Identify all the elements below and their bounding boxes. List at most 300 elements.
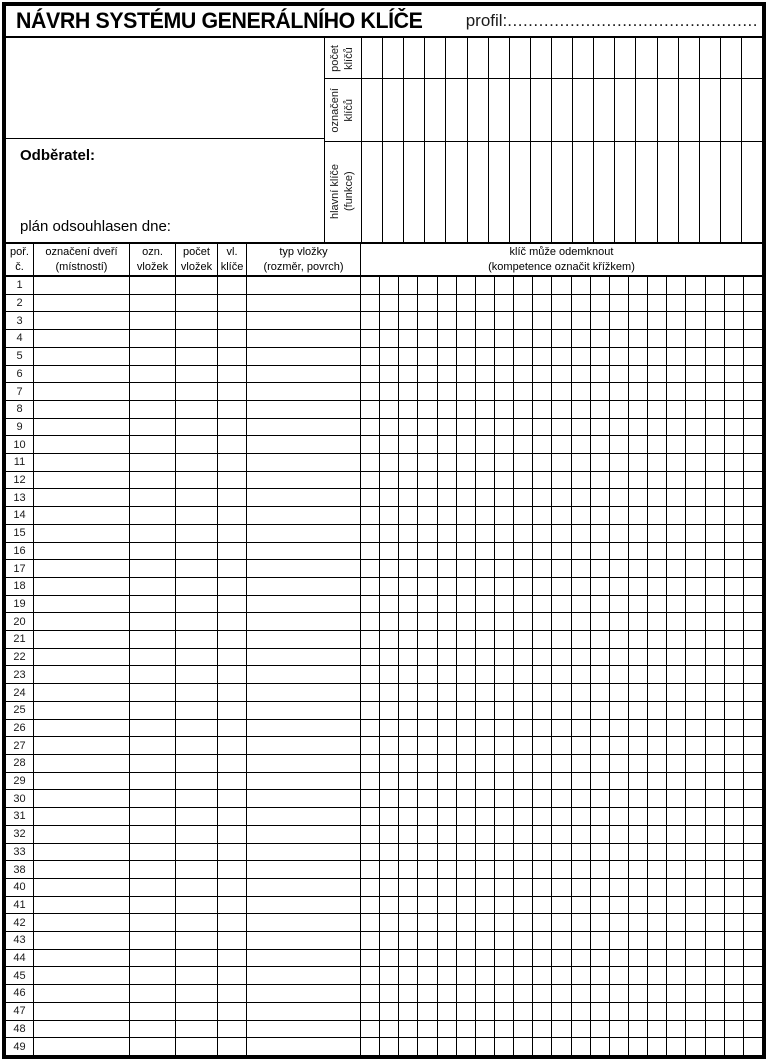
key-matrix-cell[interactable] xyxy=(706,790,725,807)
key-matrix-cell[interactable] xyxy=(514,401,533,418)
key-matrix-cell[interactable] xyxy=(495,720,514,737)
key-matrix-cell[interactable] xyxy=(648,1021,667,1038)
key-matrix-cell[interactable] xyxy=(552,720,571,737)
key-matrix-cell[interactable] xyxy=(418,295,437,312)
key-matrix-cell[interactable] xyxy=(591,649,610,666)
key-matrix-cell[interactable] xyxy=(495,560,514,577)
cylinder-keys-cell[interactable] xyxy=(218,932,247,949)
key-matrix-cell[interactable] xyxy=(686,578,705,595)
keys-designation-cell[interactable] xyxy=(678,79,699,141)
key-matrix-cell[interactable] xyxy=(629,578,648,595)
key-matrix-cell[interactable] xyxy=(744,967,762,984)
key-matrix-cell[interactable] xyxy=(533,401,552,418)
key-matrix-cell[interactable] xyxy=(476,419,495,436)
cylinder-keys-cell[interactable] xyxy=(218,844,247,861)
key-matrix-cell[interactable] xyxy=(495,666,514,683)
key-matrix-cell[interactable] xyxy=(572,596,591,613)
door-designation-cell[interactable] xyxy=(34,383,130,400)
key-matrix-cell[interactable] xyxy=(418,277,437,294)
cylinder-keys-cell[interactable] xyxy=(218,578,247,595)
key-matrix-cell[interactable] xyxy=(418,1038,437,1055)
key-matrix-cell[interactable] xyxy=(380,967,399,984)
cylinder-designation-cell[interactable] xyxy=(130,348,176,365)
key-matrix-cell[interactable] xyxy=(514,631,533,648)
key-matrix-cell[interactable] xyxy=(572,755,591,772)
key-matrix-cell[interactable] xyxy=(572,773,591,790)
key-matrix-cell[interactable] xyxy=(591,489,610,506)
key-matrix-cell[interactable] xyxy=(629,755,648,772)
key-matrix-cell[interactable] xyxy=(610,808,629,825)
key-matrix-cell[interactable] xyxy=(476,790,495,807)
key-matrix-cell[interactable] xyxy=(725,861,744,878)
key-matrix-cell[interactable] xyxy=(533,773,552,790)
key-matrix-cell[interactable] xyxy=(361,543,380,560)
key-matrix-cell[interactable] xyxy=(457,454,476,471)
key-matrix-cell[interactable] xyxy=(380,543,399,560)
key-matrix-cell[interactable] xyxy=(438,507,457,524)
key-matrix-cell[interactable] xyxy=(495,295,514,312)
key-matrix-cell[interactable] xyxy=(610,1021,629,1038)
key-matrix-cell[interactable] xyxy=(667,720,686,737)
key-matrix-cell[interactable] xyxy=(361,613,380,630)
cylinder-count-cell[interactable] xyxy=(176,436,218,453)
cylinder-designation-cell[interactable] xyxy=(130,666,176,683)
key-matrix-cell[interactable] xyxy=(744,649,762,666)
key-matrix-cell[interactable] xyxy=(706,507,725,524)
key-matrix-cell[interactable] xyxy=(706,295,725,312)
key-matrix-cell[interactable] xyxy=(686,790,705,807)
key-matrix-cell[interactable] xyxy=(686,419,705,436)
key-matrix-cell[interactable] xyxy=(380,348,399,365)
cylinder-keys-cell[interactable] xyxy=(218,277,247,294)
key-matrix-cell[interactable] xyxy=(476,1003,495,1020)
key-matrix-cell[interactable] xyxy=(610,666,629,683)
key-matrix-cell[interactable] xyxy=(476,348,495,365)
key-matrix-cell[interactable] xyxy=(610,826,629,843)
key-matrix-cell[interactable] xyxy=(667,507,686,524)
key-matrix-cell[interactable] xyxy=(552,649,571,666)
key-matrix-cell[interactable] xyxy=(591,790,610,807)
key-matrix-cell[interactable] xyxy=(457,950,476,967)
key-matrix-cell[interactable] xyxy=(610,720,629,737)
key-matrix-cell[interactable] xyxy=(744,295,762,312)
key-matrix-cell[interactable] xyxy=(686,543,705,560)
key-matrix-cell[interactable] xyxy=(552,596,571,613)
key-matrix-cell[interactable] xyxy=(438,932,457,949)
key-matrix-cell[interactable] xyxy=(629,790,648,807)
key-matrix-cell[interactable] xyxy=(457,702,476,719)
key-matrix-cell[interactable] xyxy=(533,755,552,772)
key-matrix-cell[interactable] xyxy=(667,419,686,436)
keys-count-cell[interactable] xyxy=(614,38,635,78)
cylinder-designation-cell[interactable] xyxy=(130,560,176,577)
cylinder-keys-cell[interactable] xyxy=(218,773,247,790)
key-matrix-cell[interactable] xyxy=(706,436,725,453)
cylinder-designation-cell[interactable] xyxy=(130,383,176,400)
key-matrix-cell[interactable] xyxy=(533,507,552,524)
cylinder-designation-cell[interactable] xyxy=(130,277,176,294)
cylinder-designation-cell[interactable] xyxy=(130,543,176,560)
key-matrix-cell[interactable] xyxy=(725,950,744,967)
key-matrix-cell[interactable] xyxy=(533,861,552,878)
cylinder-designation-cell[interactable] xyxy=(130,436,176,453)
key-matrix-cell[interactable] xyxy=(744,330,762,347)
cylinder-count-cell[interactable] xyxy=(176,1038,218,1055)
key-matrix-cell[interactable] xyxy=(495,649,514,666)
door-designation-cell[interactable] xyxy=(34,914,130,931)
cylinder-type-cell[interactable] xyxy=(247,790,361,807)
cylinder-keys-cell[interactable] xyxy=(218,702,247,719)
key-matrix-cell[interactable] xyxy=(457,560,476,577)
key-matrix-cell[interactable] xyxy=(686,631,705,648)
key-matrix-cell[interactable] xyxy=(610,684,629,701)
door-designation-cell[interactable] xyxy=(34,808,130,825)
cylinder-count-cell[interactable] xyxy=(176,720,218,737)
key-matrix-cell[interactable] xyxy=(591,914,610,931)
cylinder-keys-cell[interactable] xyxy=(218,613,247,630)
key-matrix-cell[interactable] xyxy=(667,932,686,949)
key-matrix-cell[interactable] xyxy=(667,844,686,861)
key-matrix-cell[interactable] xyxy=(495,773,514,790)
key-matrix-cell[interactable] xyxy=(706,737,725,754)
cylinder-designation-cell[interactable] xyxy=(130,790,176,807)
key-matrix-cell[interactable] xyxy=(380,702,399,719)
key-matrix-cell[interactable] xyxy=(361,967,380,984)
key-matrix-cell[interactable] xyxy=(629,489,648,506)
key-matrix-cell[interactable] xyxy=(495,366,514,383)
key-matrix-cell[interactable] xyxy=(629,312,648,329)
cylinder-type-cell[interactable] xyxy=(247,1003,361,1020)
keys-designation-cell[interactable] xyxy=(362,79,382,141)
keys-designation-cell[interactable] xyxy=(551,79,572,141)
key-matrix-cell[interactable] xyxy=(706,720,725,737)
key-matrix-cell[interactable] xyxy=(514,419,533,436)
key-matrix-cell[interactable] xyxy=(514,844,533,861)
key-matrix-cell[interactable] xyxy=(629,666,648,683)
key-matrix-cell[interactable] xyxy=(667,967,686,984)
cylinder-designation-cell[interactable] xyxy=(130,507,176,524)
key-matrix-cell[interactable] xyxy=(438,401,457,418)
key-matrix-cell[interactable] xyxy=(648,844,667,861)
key-matrix-cell[interactable] xyxy=(533,436,552,453)
key-matrix-cell[interactable] xyxy=(476,295,495,312)
key-matrix-cell[interactable] xyxy=(629,720,648,737)
key-matrix-cell[interactable] xyxy=(725,737,744,754)
key-matrix-cell[interactable] xyxy=(629,737,648,754)
cylinder-count-cell[interactable] xyxy=(176,808,218,825)
cylinder-designation-cell[interactable] xyxy=(130,879,176,896)
key-matrix-cell[interactable] xyxy=(744,1038,762,1055)
key-matrix-cell[interactable] xyxy=(552,666,571,683)
key-matrix-cell[interactable] xyxy=(514,808,533,825)
cylinder-type-cell[interactable] xyxy=(247,366,361,383)
cylinder-count-cell[interactable] xyxy=(176,507,218,524)
key-matrix-cell[interactable] xyxy=(418,507,437,524)
key-matrix-cell[interactable] xyxy=(706,808,725,825)
key-matrix-cell[interactable] xyxy=(648,702,667,719)
key-matrix-cell[interactable] xyxy=(667,1021,686,1038)
key-matrix-cell[interactable] xyxy=(686,684,705,701)
key-matrix-cell[interactable] xyxy=(399,666,418,683)
key-matrix-cell[interactable] xyxy=(572,560,591,577)
cylinder-type-cell[interactable] xyxy=(247,649,361,666)
key-matrix-cell[interactable] xyxy=(418,578,437,595)
key-matrix-cell[interactable] xyxy=(533,631,552,648)
key-matrix-cell[interactable] xyxy=(610,454,629,471)
cylinder-count-cell[interactable] xyxy=(176,525,218,542)
key-matrix-cell[interactable] xyxy=(514,666,533,683)
key-matrix-cell[interactable] xyxy=(686,383,705,400)
key-matrix-cell[interactable] xyxy=(514,790,533,807)
key-matrix-cell[interactable] xyxy=(552,560,571,577)
key-matrix-cell[interactable] xyxy=(514,312,533,329)
key-matrix-cell[interactable] xyxy=(591,932,610,949)
cylinder-count-cell[interactable] xyxy=(176,790,218,807)
key-matrix-cell[interactable] xyxy=(591,419,610,436)
key-matrix-cell[interactable] xyxy=(610,472,629,489)
cylinder-keys-cell[interactable] xyxy=(218,525,247,542)
key-matrix-cell[interactable] xyxy=(591,560,610,577)
door-designation-cell[interactable] xyxy=(34,773,130,790)
key-matrix-cell[interactable] xyxy=(514,295,533,312)
key-matrix-cell[interactable] xyxy=(457,808,476,825)
key-matrix-cell[interactable] xyxy=(648,454,667,471)
key-matrix-cell[interactable] xyxy=(361,897,380,914)
key-matrix-cell[interactable] xyxy=(667,879,686,896)
key-matrix-cell[interactable] xyxy=(457,596,476,613)
key-matrix-cell[interactable] xyxy=(533,950,552,967)
cylinder-count-cell[interactable] xyxy=(176,277,218,294)
key-matrix-cell[interactable] xyxy=(457,666,476,683)
cylinder-type-cell[interactable] xyxy=(247,401,361,418)
key-matrix-cell[interactable] xyxy=(399,330,418,347)
key-matrix-cell[interactable] xyxy=(399,773,418,790)
key-matrix-cell[interactable] xyxy=(514,861,533,878)
key-matrix-cell[interactable] xyxy=(744,454,762,471)
door-designation-cell[interactable] xyxy=(34,543,130,560)
key-matrix-cell[interactable] xyxy=(399,737,418,754)
key-matrix-cell[interactable] xyxy=(495,277,514,294)
key-matrix-cell[interactable] xyxy=(514,436,533,453)
key-matrix-cell[interactable] xyxy=(572,330,591,347)
key-matrix-cell[interactable] xyxy=(476,737,495,754)
cylinder-designation-cell[interactable] xyxy=(130,985,176,1002)
key-matrix-cell[interactable] xyxy=(610,560,629,577)
key-matrix-cell[interactable] xyxy=(667,401,686,418)
key-matrix-cell[interactable] xyxy=(476,914,495,931)
cylinder-keys-cell[interactable] xyxy=(218,1038,247,1055)
key-matrix-cell[interactable] xyxy=(457,897,476,914)
key-matrix-cell[interactable] xyxy=(514,720,533,737)
door-designation-cell[interactable] xyxy=(34,454,130,471)
key-matrix-cell[interactable] xyxy=(457,543,476,560)
key-matrix-cell[interactable] xyxy=(418,330,437,347)
key-matrix-cell[interactable] xyxy=(438,631,457,648)
cylinder-type-cell[interactable] xyxy=(247,702,361,719)
key-matrix-cell[interactable] xyxy=(706,755,725,772)
key-matrix-cell[interactable] xyxy=(667,755,686,772)
cylinder-count-cell[interactable] xyxy=(176,649,218,666)
key-matrix-cell[interactable] xyxy=(361,861,380,878)
key-matrix-cell[interactable] xyxy=(533,666,552,683)
key-matrix-cell[interactable] xyxy=(686,489,705,506)
key-matrix-cell[interactable] xyxy=(706,932,725,949)
key-matrix-cell[interactable] xyxy=(572,790,591,807)
key-matrix-cell[interactable] xyxy=(686,1003,705,1020)
key-matrix-cell[interactable] xyxy=(495,950,514,967)
key-matrix-cell[interactable] xyxy=(610,932,629,949)
cylinder-keys-cell[interactable] xyxy=(218,348,247,365)
key-matrix-cell[interactable] xyxy=(686,985,705,1002)
key-matrix-cell[interactable] xyxy=(552,295,571,312)
key-matrix-cell[interactable] xyxy=(744,312,762,329)
key-matrix-cell[interactable] xyxy=(399,596,418,613)
key-matrix-cell[interactable] xyxy=(533,525,552,542)
key-matrix-cell[interactable] xyxy=(399,613,418,630)
blank-notes-area[interactable] xyxy=(6,38,324,139)
key-matrix-cell[interactable] xyxy=(744,950,762,967)
key-matrix-cell[interactable] xyxy=(610,950,629,967)
key-matrix-cell[interactable] xyxy=(361,914,380,931)
key-matrix-cell[interactable] xyxy=(686,808,705,825)
key-matrix-cell[interactable] xyxy=(744,737,762,754)
key-matrix-cell[interactable] xyxy=(361,932,380,949)
keys-designation-cell[interactable] xyxy=(445,79,466,141)
key-matrix-cell[interactable] xyxy=(572,1021,591,1038)
cylinder-keys-cell[interactable] xyxy=(218,985,247,1002)
key-matrix-cell[interactable] xyxy=(418,543,437,560)
key-matrix-cell[interactable] xyxy=(438,914,457,931)
key-matrix-cell[interactable] xyxy=(380,1021,399,1038)
key-matrix-cell[interactable] xyxy=(572,436,591,453)
key-matrix-cell[interactable] xyxy=(438,578,457,595)
cylinder-count-cell[interactable] xyxy=(176,419,218,436)
key-matrix-cell[interactable] xyxy=(725,826,744,843)
cylinder-keys-cell[interactable] xyxy=(218,684,247,701)
key-matrix-cell[interactable] xyxy=(744,348,762,365)
key-matrix-cell[interactable] xyxy=(495,967,514,984)
customer-area[interactable] xyxy=(6,139,324,242)
cylinder-type-cell[interactable] xyxy=(247,1021,361,1038)
cylinder-designation-cell[interactable] xyxy=(130,649,176,666)
key-matrix-cell[interactable] xyxy=(514,967,533,984)
key-matrix-cell[interactable] xyxy=(438,790,457,807)
key-matrix-cell[interactable] xyxy=(552,454,571,471)
key-matrix-cell[interactable] xyxy=(514,613,533,630)
key-matrix-cell[interactable] xyxy=(495,312,514,329)
cylinder-designation-cell[interactable] xyxy=(130,932,176,949)
key-matrix-cell[interactable] xyxy=(629,366,648,383)
key-matrix-cell[interactable] xyxy=(476,330,495,347)
cylinder-type-cell[interactable] xyxy=(247,312,361,329)
key-matrix-cell[interactable] xyxy=(667,489,686,506)
key-matrix-cell[interactable] xyxy=(380,932,399,949)
keys-count-cell[interactable] xyxy=(530,38,551,78)
key-matrix-cell[interactable] xyxy=(686,1038,705,1055)
key-matrix-cell[interactable] xyxy=(552,1021,571,1038)
key-matrix-cell[interactable] xyxy=(533,330,552,347)
key-matrix-cell[interactable] xyxy=(361,985,380,1002)
key-matrix-cell[interactable] xyxy=(418,914,437,931)
key-matrix-cell[interactable] xyxy=(380,879,399,896)
key-matrix-cell[interactable] xyxy=(591,755,610,772)
key-matrix-cell[interactable] xyxy=(610,844,629,861)
key-matrix-cell[interactable] xyxy=(667,914,686,931)
key-matrix-cell[interactable] xyxy=(495,419,514,436)
key-matrix-cell[interactable] xyxy=(610,596,629,613)
key-matrix-cell[interactable] xyxy=(744,932,762,949)
key-matrix-cell[interactable] xyxy=(686,649,705,666)
key-matrix-cell[interactable] xyxy=(533,578,552,595)
key-matrix-cell[interactable] xyxy=(744,436,762,453)
key-matrix-cell[interactable] xyxy=(380,826,399,843)
door-designation-cell[interactable] xyxy=(34,1003,130,1020)
key-matrix-cell[interactable] xyxy=(572,312,591,329)
key-matrix-cell[interactable] xyxy=(725,914,744,931)
key-matrix-cell[interactable] xyxy=(476,454,495,471)
key-matrix-cell[interactable] xyxy=(380,914,399,931)
key-matrix-cell[interactable] xyxy=(399,826,418,843)
key-matrix-cell[interactable] xyxy=(686,436,705,453)
cylinder-designation-cell[interactable] xyxy=(130,967,176,984)
key-matrix-cell[interactable] xyxy=(438,967,457,984)
key-matrix-cell[interactable] xyxy=(380,861,399,878)
key-matrix-cell[interactable] xyxy=(744,861,762,878)
key-matrix-cell[interactable] xyxy=(667,348,686,365)
door-designation-cell[interactable] xyxy=(34,861,130,878)
key-matrix-cell[interactable] xyxy=(495,383,514,400)
key-matrix-cell[interactable] xyxy=(572,277,591,294)
door-designation-cell[interactable] xyxy=(34,366,130,383)
key-matrix-cell[interactable] xyxy=(706,578,725,595)
key-matrix-cell[interactable] xyxy=(399,472,418,489)
key-matrix-cell[interactable] xyxy=(706,312,725,329)
key-matrix-cell[interactable] xyxy=(706,914,725,931)
key-matrix-cell[interactable] xyxy=(476,383,495,400)
key-matrix-cell[interactable] xyxy=(361,737,380,754)
key-matrix-cell[interactable] xyxy=(457,383,476,400)
key-matrix-cell[interactable] xyxy=(648,295,667,312)
cylinder-keys-cell[interactable] xyxy=(218,596,247,613)
key-matrix-cell[interactable] xyxy=(495,932,514,949)
cylinder-keys-cell[interactable] xyxy=(218,950,247,967)
door-designation-cell[interactable] xyxy=(34,950,130,967)
key-matrix-cell[interactable] xyxy=(706,702,725,719)
key-matrix-cell[interactable] xyxy=(380,472,399,489)
key-matrix-cell[interactable] xyxy=(648,967,667,984)
key-matrix-cell[interactable] xyxy=(706,826,725,843)
key-matrix-cell[interactable] xyxy=(361,1021,380,1038)
key-matrix-cell[interactable] xyxy=(725,702,744,719)
key-matrix-cell[interactable] xyxy=(399,844,418,861)
key-matrix-cell[interactable] xyxy=(514,507,533,524)
key-matrix-cell[interactable] xyxy=(418,454,437,471)
key-matrix-cell[interactable] xyxy=(457,631,476,648)
key-matrix-cell[interactable] xyxy=(725,720,744,737)
key-matrix-cell[interactable] xyxy=(399,702,418,719)
cylinder-count-cell[interactable] xyxy=(176,312,218,329)
key-matrix-cell[interactable] xyxy=(629,861,648,878)
key-matrix-cell[interactable] xyxy=(572,348,591,365)
key-matrix-cell[interactable] xyxy=(744,844,762,861)
key-matrix-cell[interactable] xyxy=(457,419,476,436)
key-matrix-cell[interactable] xyxy=(380,737,399,754)
keys-designation-cell[interactable] xyxy=(488,79,509,141)
door-designation-cell[interactable] xyxy=(34,684,130,701)
key-matrix-cell[interactable] xyxy=(438,348,457,365)
key-matrix-cell[interactable] xyxy=(591,666,610,683)
key-matrix-cell[interactable] xyxy=(476,1038,495,1055)
